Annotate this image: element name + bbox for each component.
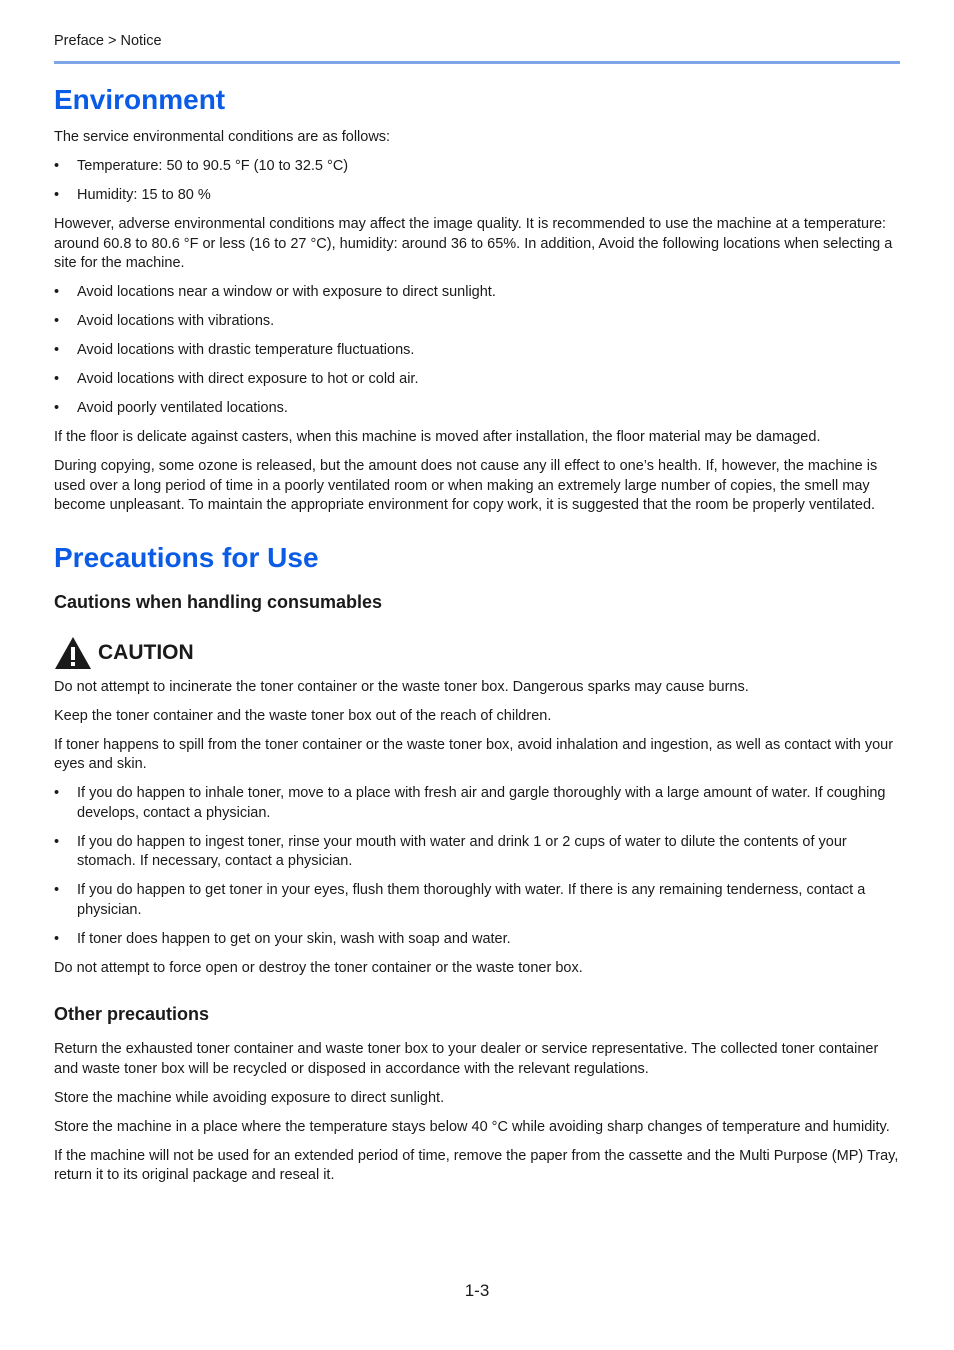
- toner-bullets: [54, 784, 900, 949]
- header-rule: [54, 61, 900, 64]
- content: [54, 80, 900, 1195]
- list-item: • Avoid locations with drastic temperature fluctuations.: [54, 342, 415, 358]
- caution-p2: Keep the toner container and the waste toner box out of the reach of children.: [54, 707, 552, 724]
- list-item: • Temperature: 50 to 90.5 °F (10 to 32.5 °C): [54, 158, 349, 174]
- list-item: • If you do happen to ingest toner, rinse your mouth with water and drink 1 or 2 cups of water to dilute the contents of your stomach. If necessary, contact a physician.: [54, 833, 847, 869]
- caution-text: CAUTION: [98, 640, 194, 664]
- list-item: • If toner does happen to get on your skin, wash with soap and water.: [54, 930, 511, 947]
- page-number: 1-3: [464, 1281, 490, 1300]
- environment-floor: If the floor is delicate against casters, when this machine is moved after installation, the floor material may be damaged.: [54, 429, 821, 445]
- list-item: • If you do happen to inhale toner, move to a place with fresh air and gargle thoroughly with a large amount of water. If coughing develops, contact a physician.: [54, 785, 886, 821]
- environment-intro: The service environmental conditions are as follows:: [54, 129, 391, 145]
- breadcrumb: Preface > Notice: [54, 33, 162, 49]
- list-item: • Avoid locations with vibrations.: [54, 313, 275, 329]
- consumables-heading: Cautions when handling consumables: [54, 591, 383, 612]
- other-p3: Store the machine in a place where the temperature stays below 40 °C while avoiding sharp changes of temperature and humidity.: [54, 1118, 890, 1135]
- caution-p4: Do not attempt to force open or destroy the toner container or the waste toner box.: [54, 959, 583, 976]
- list-item: • If you do happen to get toner in your eyes, flush them thoroughly with water. If there is any remaining tenderness, contact a physician.: [54, 882, 866, 918]
- list-item: • Humidity: 15 to 80 %: [54, 187, 211, 203]
- list-item: • Avoid poorly ventilated locations.: [54, 400, 288, 416]
- other-p2: Store the machine while avoiding exposure to direct sunlight.: [54, 1089, 445, 1106]
- avoid-list: [54, 283, 900, 419]
- precautions-title: Precautions for Use: [54, 541, 319, 573]
- caution-p1: Do not attempt to incinerate the toner container or the waste toner box. Dangerous sparks may cause burns.: [54, 678, 749, 695]
- caution-label: [54, 634, 900, 672]
- other-heading: Other precautions: [54, 1004, 210, 1024]
- other-p1: Return the exhausted toner container and waste toner box to your dealer or service representative. The collected toner container and waste toner box will be recycled or disposed in accordance with the relevant regulations.: [54, 1041, 879, 1077]
- conditions-list: [54, 157, 900, 206]
- list-item: • Avoid locations with direct exposure to hot or cold air.: [54, 371, 419, 387]
- environment-however: However, adverse environmental conditions may affect the image quality. It is recommended to use the machine at a temperature: around 60.8 to 80.6 °F or less (16 to 27 °C), humidity: around 36 to 65%. In addition, Avoid the following locations when selecting a site for the machine.: [54, 216, 893, 271]
- environment-ozone: During copying, some ozone is released, but the amount does not cause any ill effect to one’s health. If, however, the machine is used over a long period of time in a poorly ventilated room or when making an extremely large number of copies, the smell may become unpleasant. To maintain the appropriate environment for copy work, it is suggested that the room be properly ventilated.: [54, 458, 878, 513]
- list-item: • Avoid locations near a window or with exposure to direct sunlight.: [54, 284, 496, 300]
- environment-title: Environment: [54, 84, 226, 115]
- other-p4: If the machine will not be used for an extended period of time, remove the paper from the cassette and the Multi Purpose (MP) Tray, return it to its original package and reseal it.: [54, 1147, 899, 1183]
- warning-triangle-icon: [54, 636, 92, 670]
- caution-p3: If toner happens to spill from the toner container or the waste toner box, avoid inhalation and ingestion, as well as contact with your eyes and skin.: [54, 736, 894, 772]
